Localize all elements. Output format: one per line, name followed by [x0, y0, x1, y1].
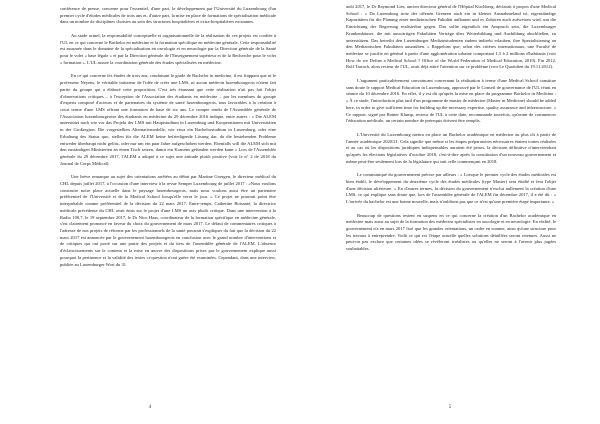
page-number: 5 [448, 405, 452, 410]
right-page [300, 0, 600, 424]
paragraph: Une brève remarque au sujet des orientations arrêtées au début par Martine Goergen, le directeur médical du CHL depuis juillet 2017, à l'occasion d'une interview à la revue Semper Luxembourg de juillet 2017 : «Nous voulons construire notre place actuelle dans le paysage luxembourgeois, mais nous voulons aussi être un partenaire préférentiel de l'Université et de la Medical School lorsqu'elle verra le jour. » Ce projet ne pourrait point être interprétable comme préférentiel de la décision du 22 mars 2017. Entre-temps, Catherine Boisanté, la directrice médicale précédente du CHL avait émis sur le projet d'une LMS un avis plutôt critique. Dans une intervention à la Radio 100,7, le 19 septembre 2017, le Dr Nico Haas, coordinateur de la formation spécifique en médecine générale, s'est clairement prononcé en faveur du choix du gouvernement de mars 2017. Le défaut de commentaires critiques à l'adresse de nos projets de réforme par les professionnels de la santé pourrait s'expliquer du fait que la décision du 22 mars 2017 est annoncée par le gouvernement luxembourgeois en conclusion avec le grand nombre d'interventions et de critiques qui ont porté sur une partie des projets et du tiers de l'assemblée générale de l'ALEM. L'absence d'éclaircissements sur le contenu et la mise en œuvre des dispositions prises par le gouvernement explique aussi pourquoi la pertinence et la validité des textes ci-question n'ont guère été examinées. Cependant, dans une interview, publiée au Luxemburger Wort du 31 [60, 174, 276, 267]
paragraph: Le communiqué du gouvernement précise par ailleurs : « Lorsque le premier cycle des études médicales est bien établi, le développement du deuxième cycle des études médicales (type Master) sera étudié et fera l'objet d'une décision ultérieure. » En d'autres termes, la décision du gouvernement n'exclut nullement la création d'une LMS, ce qui explique sans doute que, lors de l'assemblée générale de l'ALEM fin décembre 2017, il a été dit : « L'arrivée du bachelor est une bonne nouvelle, mais n'oublions pas que ce n'est qu'une première étape importante. » [346, 172, 556, 205]
paragraph: conférence de presse, concerne pour l'essentiel, d'une part, le développement par l'Université du Luxembourg d'un premier cycle d'études médicales de trois ans et, d'autre part, la mise en place de formations de spécialisation médicale dans un nombre de disciplines choisies au sein des structures hospitalières et extra-hospitalières existantes. [60, 6, 276, 25]
paragraph: Beaucoup de questions restent en suspens en ce qui concerne la création d'un Bachelor académique en médecine mais aussi au sujet de la formation des médecins spécialistes en oncologie et en neurologie. En réalité, le gouvernement n'a en mars 2017 fixé que les grandes orientations, un cadre en somme, ainsi qu'une structure pour les travaux à entreprendre. Voilà ce qui est l'étape actuelle quelles solutions détaillées seront retenues. Aussi ne peut-on pas exclure que certaines idées se révèleront irréalistes ou qu'elles ne seront à l'avenir plus jugées souhaitables. [346, 212, 556, 252]
paragraph: En ce qui concerne les études de trois ans, conduisant le grade de Bachelor in medicine, il est frappant que ni le professeur Neyens, le véritable initiateur de l'idée de créer une LMS, ni aucun médecin luxembourgeois n'aient fait partie du groupe qui a élaboré cette proposition. C'est très étonnant que cette réalisation n'ait pas fait l'objet d'observations critiques – à l'exception de l'Association des étudiants en médecine – par les membres du groupe d'experts composé d'acteurs et de partenaires du système de santé luxembourgeois, tous favorables à la création à court terme d'une LMS offrant une formation de base de six ans. Le compte rendu de l'Assemblée générale de l'Association luxembourgeoise des étudiants en médecine du 29 décembre 2016 indique, entre autres : « Die ALEM unterstützt nach wie vor das Projekt der LMS mit Hauptstudium in Luxemburg und Kooperationen mit Universitäten in der Großregion. Die vorgestellten Alternativmodelle, wie etwa ein Bachelorstudium in Luxemburg, oder eine Erhaltung des Status quo, stellen für die ALEM keine befriedigende Lösung dar, da die bestehenden Probleme entweder überhaupt nicht gelöst, oder nur um ein paar Jahre aufgeschoben werden. Ebenfalls will die ALEM sich mit den zuständigen Ministerien an einen Tisch setzen, damit ein Konsens gefunden werden kann » Lors de l'Assemblée générale du 29 décembre 2017, l'ALEM a adopté à ce sujet une attitude plutôt positive (voir le n° 2 de 2018 du Journal de Corps Médical). [60, 73, 276, 166]
paragraph: L'Université du Luxembourg mettra en place un Bachelor académique en médecine au plus tôt à partir de l'année académique 2020/21. Cela signifie que même si les étapes préparatoires nécessaires étaient toutes réalisées et au cas où les dispositions juridiques indispensables auraient été prises, la décision définitive n'interviendrait qu'après les élections législatives d'octobre 2018, c'est-à-dire après la constitution d'un nouveau gouvernement et même peut-être seulement lors de la législature qui suit celle commençant en 2018. [346, 131, 556, 164]
paragraph: L'argument particulièrement convaincant concernant la réalisation à terme d'une Medical School constitue sans doute le support Medical Education in Luxembourg, approuvé par le Conseil de gouvernance de l'UL réuni en séance du 10 décembre 2016. En effet, il y est dit qu'après la mise en place du programme Bachelor in Medicine : « À ce stade, l'introduction plus tard d'un programme de master de médecine (Master in Medicine) should be added here, in order to give sufficient time for building up the necessary expertise, quality assurance and infrastructure. » Ce rapport, signé par Rainer Klump, recteur de l'UL à cette date, recommande toutefois, qu'avant de commencer l'éducation médicale, un certain nombre de prérequis doivent être remplis. [346, 77, 556, 124]
page-number: 4 [148, 405, 152, 410]
paragraph: août 2017, le Dr Raymond Lies, ancien directeur général de l'Hôpital Kirchberg, déclarait à propos d'une Medical School : « Da Luxemburg trotz der offenen Grenzen auch ein in kleines Ausnahmeland ist, eigenständige Kapazitäten für die Planung einer medizinischen Fakultät aufbauen und es Zuhören auch aufweisen wird, um die Einrichtung der Regierung realisierbar gegen. Das sollte eigentlich ein Anspruch sein, die Luxemburger Krankenhäuser, die mit auswärtigen Fakultäten Verträge über Weiterbildung und Ausbildung abschließen, zu unterstützen. Das betreibt den Luxemburger Medizinstudenten zudem indirekt erlauben, ihre Spezialisierung an den Medizinischen Fakultäten auszuüben. » Rappelons que, selon des critères internationaux, une Faculté de médecine se justifie en général à partir d'une agglomération urbaine comportant 1,5 à 2 millions d'habitants (voir How do we Define a Medical School ? Office of the World Federation of Medical Education, 2010). Fin 2012, Rolf Tarrach, alors recteur de l'UL, avait déjà attiré l'attention sur ce problème (voir Le Quotidien du 19.11.2012). [346, 4, 556, 70]
paragraph: Au stade actuel, la responsabilité conceptuelle et organisationnelle de la réalisation de ces projets est confiée à l'UL en ce qui concerne le Bachelor en médecine et la formation spécifique en médecine générale. Cette responsabilité est assumée dans le domaine de la spécialisation en oncologie et en neurologie par la Direction générale de la Santé pour le volet « base légale » et par la Direction générale de l'Enseignement supérieur et de la Recherche pour le volet « formation ». L'UL assure la coordination générale des études spécialisées en médecine. [60, 32, 276, 65]
